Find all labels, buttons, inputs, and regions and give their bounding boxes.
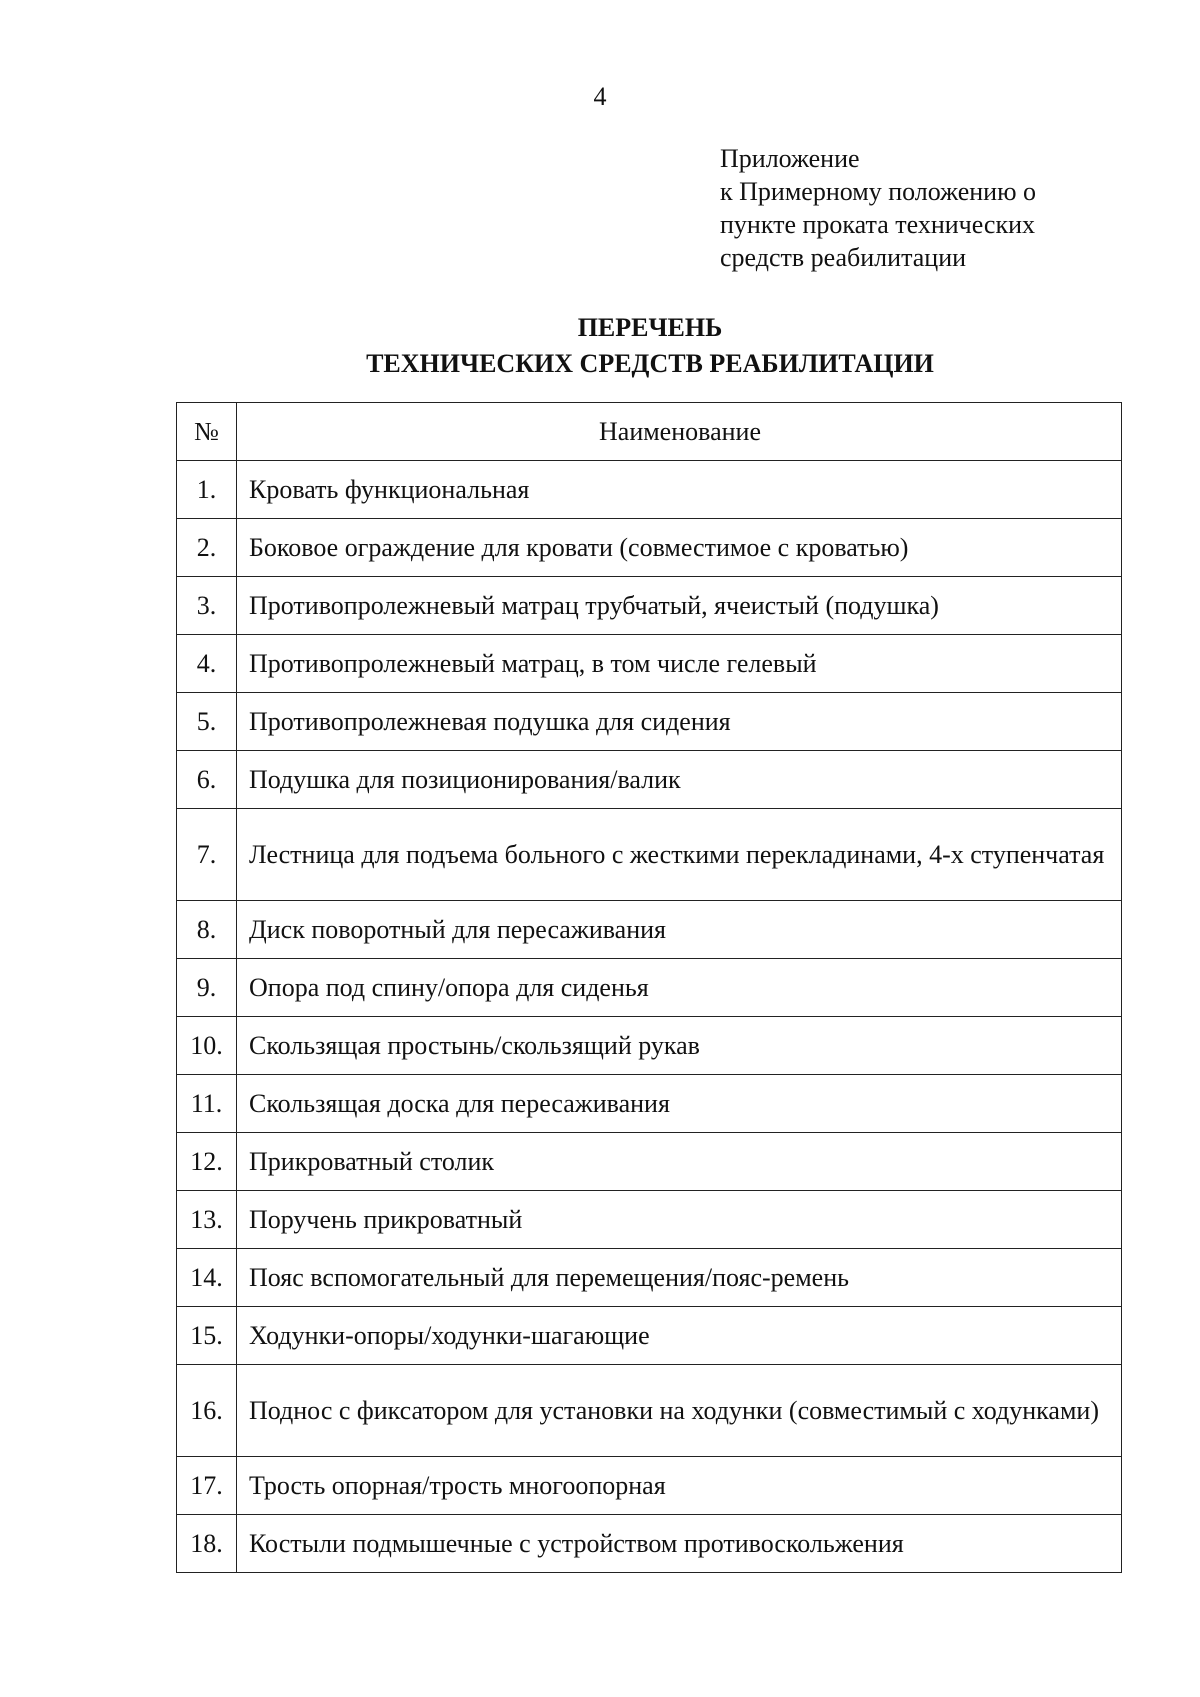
row-name: Диск поворотный для пересаживания [237,901,1122,959]
appendix-line: к Примерному положению о [720,177,1036,206]
row-number: 10. [177,1017,237,1075]
row-name: Противопролежневая подушка для сидения [237,693,1122,751]
table-row [177,519,1122,577]
header-number: № [177,403,237,461]
table-row [177,809,1122,901]
equipment-table [176,402,1122,1573]
row-name: Скользящая простынь/скользящий рукав [237,1017,1122,1075]
row-name: Лестница для подъема больного с жесткими перекладинами, 4-х ступенчатая [237,809,1122,901]
appendix-line: Приложение [720,144,860,173]
table-row [177,1515,1122,1573]
row-name: Прикроватный столик [237,1133,1122,1191]
appendix-line: пункте проката технических [720,210,1035,239]
table-row [177,1365,1122,1457]
table-row [177,1249,1122,1307]
table-row [177,959,1122,1017]
row-number: 11. [177,1075,237,1133]
row-number: 5. [177,693,237,751]
row-name: Подушка для позиционирования/валик [237,751,1122,809]
row-number: 12. [177,1133,237,1191]
row-number: 18. [177,1515,237,1573]
row-number: 4. [177,635,237,693]
row-number: 3. [177,577,237,635]
page-number: 4 [593,82,607,111]
row-name: Трость опорная/трость многоопорная [237,1457,1122,1515]
row-number: 16. [177,1365,237,1457]
row-number: 2. [177,519,237,577]
table-row [177,1457,1122,1515]
table-row [177,1075,1122,1133]
appendix-line: средств реабилитации [720,243,967,272]
table-row [177,1191,1122,1249]
row-number: 8. [177,901,237,959]
row-number: 9. [177,959,237,1017]
row-number: 15. [177,1307,237,1365]
table-row [177,1017,1122,1075]
title-line-2: ТЕХНИЧЕСКИХ СРЕДСТВ РЕАБИЛИТАЦИИ [366,349,934,378]
row-name: Кровать функциональная [237,461,1122,519]
row-name: Скользящая доска для пересаживания [237,1075,1122,1133]
title-line-1: ПЕРЕЧЕНЬ [577,313,723,342]
table-header-row [177,403,1122,461]
row-name: Ходунки-опоры/ходунки-шагающие [237,1307,1122,1365]
row-number: 13. [177,1191,237,1249]
row-number: 14. [177,1249,237,1307]
row-name: Противопролежневый матрац трубчатый, ячеистый (подушка) [237,577,1122,635]
row-number: 17. [177,1457,237,1515]
row-name: Поручень прикроватный [237,1191,1122,1249]
appendix-note [720,142,1036,274]
row-number: 1. [177,461,237,519]
table-row [177,577,1122,635]
table-row [177,461,1122,519]
row-name: Противопролежневый матрац, в том числе гелевый [237,635,1122,693]
row-number: 7. [177,809,237,901]
row-number: 6. [177,751,237,809]
row-name: Поднос с фиксатором для установки на ходунки (совместимый с ходунками) [237,1365,1122,1457]
table-row [177,1307,1122,1365]
row-name: Костыли подмышечные с устройством противоскольжения [237,1515,1122,1573]
row-name: Опора под спину/опора для сиденья [237,959,1122,1017]
row-name: Пояс вспомогательный для перемещения/пояс-ремень [237,1249,1122,1307]
table-row [177,901,1122,959]
header-name: Наименование [237,403,1122,461]
table-row [177,635,1122,693]
table-row [177,693,1122,751]
table-row [177,751,1122,809]
document-title [0,310,1200,382]
row-name: Боковое ограждение для кровати (совместимое с кроватью) [237,519,1122,577]
table-row [177,1133,1122,1191]
